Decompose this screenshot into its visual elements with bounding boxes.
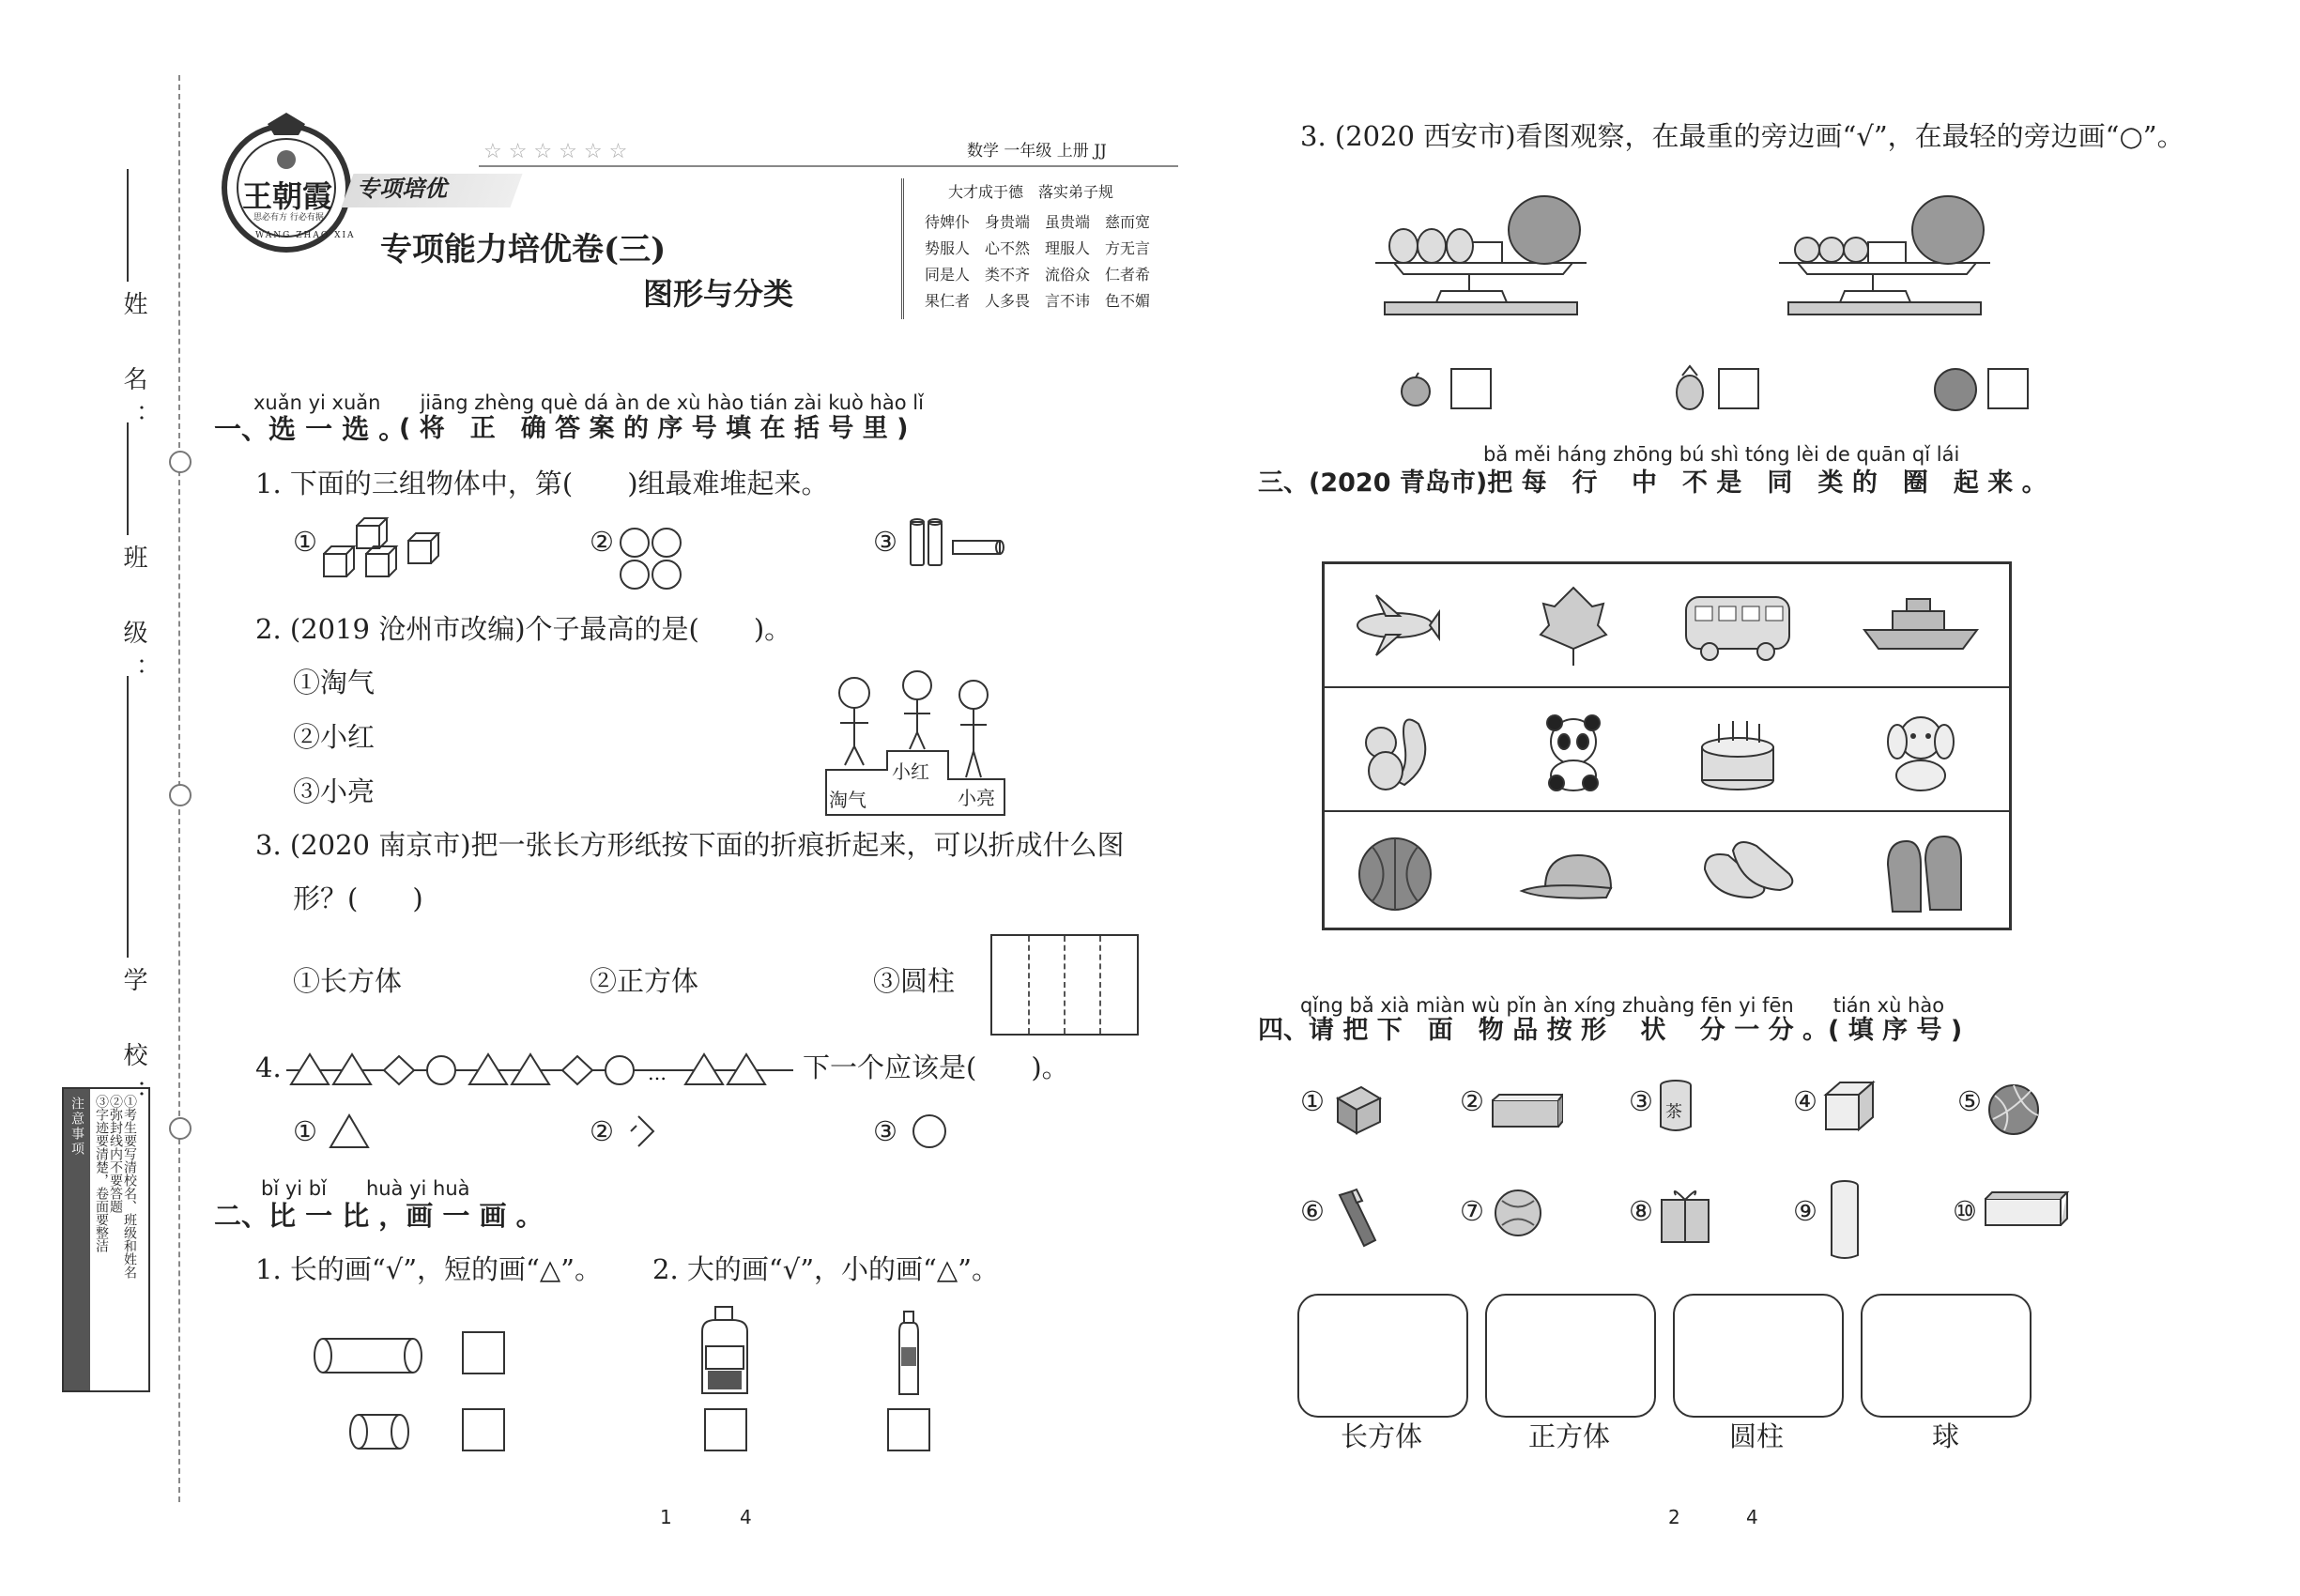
- item-3-label: ③: [1629, 1085, 1653, 1117]
- q1-text: 1. 下面的三组物体中，第( )组最难堆起来。: [255, 468, 829, 499]
- q3-text-cont: 形？( ): [293, 882, 423, 914]
- q3-option-1[interactable]: ①长方体: [293, 965, 403, 997]
- page-number-right: 2: [1668, 1506, 1680, 1528]
- item-4-label: ④: [1793, 1085, 1817, 1117]
- answer-box-apple[interactable]: [1450, 368, 1492, 409]
- tea-can-icon[interactable]: [1657, 1078, 1694, 1134]
- ship-icon[interactable]: [1860, 588, 1982, 663]
- glue-stick-icon[interactable]: [1328, 1188, 1385, 1253]
- long-box-icon[interactable]: [1981, 1188, 2070, 1230]
- cake-icon[interactable]: [1695, 710, 1780, 794]
- cube-box-icon[interactable]: [1821, 1078, 1878, 1134]
- s2-q2-text: 2. 大的画“√”，小的画“△”。: [652, 1253, 999, 1285]
- kids-podium-figure: [821, 667, 1009, 817]
- class-field[interactable]: [127, 422, 129, 535]
- q4-text: 4.: [255, 1051, 282, 1083]
- notice-title: 注意事项: [69, 1097, 84, 1157]
- q4-option-2[interactable]: ②: [590, 1115, 614, 1147]
- watermelon-icon: [1932, 366, 1979, 413]
- answer-box-pineapple[interactable]: [1718, 368, 1759, 409]
- header-rule: [479, 165, 1178, 167]
- category-label-cuboid: 长方体: [1341, 1420, 1423, 1452]
- q2-option-1[interactable]: ①淘气: [293, 667, 376, 698]
- pineapple-icon: [1671, 364, 1709, 411]
- page-number-left-total: 4: [740, 1506, 752, 1528]
- scale-apples-watermelon: [1770, 188, 2004, 319]
- page-title: 专项能力培优卷(三): [380, 231, 667, 269]
- s2-q1-text: 1. 长的画“√”，短的画“△”。: [255, 1253, 602, 1285]
- answer-box-big[interactable]: [704, 1408, 747, 1451]
- school-label: 学 校：: [119, 967, 147, 1117]
- circle-icon: [911, 1113, 948, 1150]
- q3-option-2[interactable]: ②正方体: [590, 965, 699, 997]
- scale-pineapples-watermelon: [1366, 188, 1601, 319]
- q1-option-3[interactable]: ③: [873, 526, 897, 558]
- shape-sequence: [286, 1047, 793, 1094]
- binding-hole: [169, 451, 192, 473]
- section1-pinyin: xuǎn yi xuǎn jiāng zhèng què dá àn de xù hào tián zài kuò hào lǐ: [253, 391, 924, 414]
- answer-box-long[interactable]: [462, 1331, 505, 1374]
- cubes-icon: [319, 516, 451, 582]
- notice-3: ③字迹要清楚，卷面要整洁: [94, 1095, 109, 1252]
- logo-text: 王朝霞: [242, 178, 333, 214]
- apple-icon: [1397, 371, 1434, 408]
- notice-box: [62, 1087, 150, 1392]
- logo-ring-text: WANG ZHAO XIA: [255, 231, 356, 240]
- shoes-icon[interactable]: [1695, 832, 1808, 916]
- header-banner: 专项培优: [357, 176, 447, 202]
- category-label-cube: 正方体: [1528, 1420, 1611, 1452]
- mittens-icon[interactable]: [1878, 827, 1972, 921]
- answer-box-short[interactable]: [462, 1408, 505, 1451]
- leaf-icon[interactable]: [1536, 583, 1611, 668]
- logo-sub: 思必有方 行必有据: [253, 213, 324, 223]
- logo: [216, 113, 357, 253]
- folded-paper-figure: [990, 934, 1139, 1036]
- small-bottle-icon: [890, 1310, 928, 1399]
- ball-icon[interactable]: [1493, 1188, 1544, 1239]
- rating-stars: ☆ ☆ ☆ ☆ ☆ ☆: [483, 140, 628, 163]
- section3-title: 三、(2020 青岛市)把 每 行 中 不 是 同 类 的 圈 起 来 。: [1258, 468, 2047, 498]
- item-2-label: ②: [1460, 1085, 1484, 1117]
- tube-icon[interactable]: [1826, 1178, 1863, 1263]
- category-label-cylinder: 圆柱: [1729, 1420, 1785, 1452]
- page-subtitle: 图形与分类: [643, 276, 794, 312]
- section1-instruction: ( 将 正 确 答 案 的 序 号 填 在 括 号 里 ): [399, 414, 909, 443]
- long-cylinder-icon: [312, 1335, 424, 1376]
- q2-text: 2. (2019 沧州市改编)个子最高的是( )。: [255, 613, 792, 645]
- class-label: 班 级：: [119, 545, 147, 695]
- cylinders-icon: [906, 516, 1009, 573]
- gift-box-icon[interactable]: [1657, 1181, 1713, 1247]
- q3-text: 3. (2020 南京市)把一张长方形纸按下面的折痕折起来，可以折成什么图: [255, 829, 1125, 861]
- binding-hole: [169, 1117, 192, 1140]
- q2-option-3[interactable]: ③小亮: [293, 775, 376, 807]
- section4-title: 四、请 把 下 面 物 品 按 形 状 分 一 分 。( 填 序 号 ): [1258, 1016, 1963, 1045]
- q4-option-3[interactable]: ③: [873, 1115, 897, 1147]
- subject-info: 数学 一年级 上册 JJ: [967, 142, 1107, 161]
- short-cylinder-icon: [347, 1411, 413, 1452]
- notice-2: ②弥封线内不要答题: [108, 1095, 123, 1213]
- category-box-cuboid[interactable]: [1297, 1294, 1468, 1418]
- classification-table: [1322, 561, 2012, 930]
- volleyball-icon[interactable]: [1986, 1082, 2042, 1138]
- dog-icon[interactable]: [1878, 710, 1963, 794]
- item-10-label: ⑩: [1953, 1195, 1977, 1227]
- answer-box-watermelon[interactable]: [1987, 368, 2029, 409]
- notice-1: ①考生要写清校名、班级和姓名: [122, 1095, 137, 1279]
- label-xiaohong: 小红: [892, 760, 929, 783]
- big-oil-bottle-icon: [693, 1305, 759, 1399]
- r-q3-text: 3. (2020 西安市)看图观察，在最重的旁边画“√”，在最轻的旁边画“○”。: [1300, 120, 2185, 152]
- poem-line-4: 果仁者 人多畏 言不讳 色不媚: [925, 292, 1151, 310]
- bus-icon[interactable]: [1681, 588, 1794, 663]
- item-1-label: ①: [1300, 1085, 1325, 1117]
- section1-title: 一、选 一 选 。: [214, 413, 406, 445]
- item-5-label: ⑤: [1957, 1085, 1982, 1117]
- category-box-cube[interactable]: [1485, 1294, 1656, 1418]
- section4-pinyin: qǐng bǎ xià miàn wù pǐn àn xíng zhuàng fēn yi fēn tián xù hào: [1300, 994, 1945, 1017]
- poem-line-3: 同是人 类不齐 流俗众 仁者希: [925, 266, 1151, 284]
- item-6-label: ⑥: [1300, 1195, 1325, 1227]
- section2-pinyin: bǐ yi bǐ huà yi huà: [261, 1177, 470, 1200]
- poem-line-1: 待婢仆 身贵端 虽贵端 慈而宽: [925, 213, 1151, 231]
- rubiks-cube-icon[interactable]: [1328, 1080, 1385, 1136]
- item-9-label: ⑨: [1793, 1195, 1817, 1227]
- item-7-label: ⑦: [1460, 1195, 1484, 1227]
- poem-line-2: 势服人 心不然 理服人 方无言: [925, 239, 1151, 257]
- q3-option-3[interactable]: ③圆柱: [873, 965, 956, 997]
- q4-option-1[interactable]: ①: [293, 1115, 317, 1147]
- airplane-icon[interactable]: [1343, 588, 1447, 663]
- q2-option-2[interactable]: ②小红: [293, 721, 376, 753]
- category-label-sphere: 球: [1932, 1420, 1960, 1452]
- header-divider: [901, 178, 904, 319]
- name-label: 姓 名：: [119, 291, 147, 441]
- pencil-box-icon[interactable]: [1488, 1091, 1563, 1138]
- diamond-icon: [627, 1113, 665, 1150]
- category-box-sphere[interactable]: [1861, 1294, 2032, 1418]
- binding-hole: [169, 784, 192, 806]
- category-box-cylinder[interactable]: [1673, 1294, 1844, 1418]
- label-taoqi: 淘气: [829, 789, 866, 811]
- answer-box-small[interactable]: [887, 1408, 930, 1451]
- q4-tail: 下一个应该是( )。: [803, 1051, 1069, 1083]
- q1-option-2[interactable]: ②: [590, 526, 614, 558]
- panda-icon[interactable]: [1536, 710, 1611, 794]
- page-number-left: 1: [660, 1506, 672, 1528]
- watermelon-row-icon[interactable]: [1353, 832, 1437, 916]
- name-field[interactable]: [127, 169, 129, 282]
- svg-text:…: …: [648, 1062, 667, 1084]
- item-8-label: ⑧: [1629, 1195, 1653, 1227]
- section3-pinyin: bǎ měi háng zhōng bú shì tóng lèi de quān qǐ lái: [1483, 443, 1960, 466]
- school-field[interactable]: [127, 676, 129, 958]
- tea-label: 茶: [1665, 1102, 1682, 1122]
- balls-icon: [618, 526, 693, 601]
- motto: 大才成于德 落实弟子规: [948, 183, 1114, 201]
- section2-title: 二、比 一 比 ，画 一 画 。: [214, 1200, 544, 1232]
- cap-icon[interactable]: [1517, 846, 1620, 912]
- squirrel-icon[interactable]: [1353, 705, 1437, 799]
- triangle-icon: [329, 1113, 370, 1150]
- page-number-right-total: 4: [1746, 1506, 1758, 1528]
- label-xiaoliang: 小亮: [958, 787, 995, 809]
- q1-option-1[interactable]: ①: [293, 526, 317, 558]
